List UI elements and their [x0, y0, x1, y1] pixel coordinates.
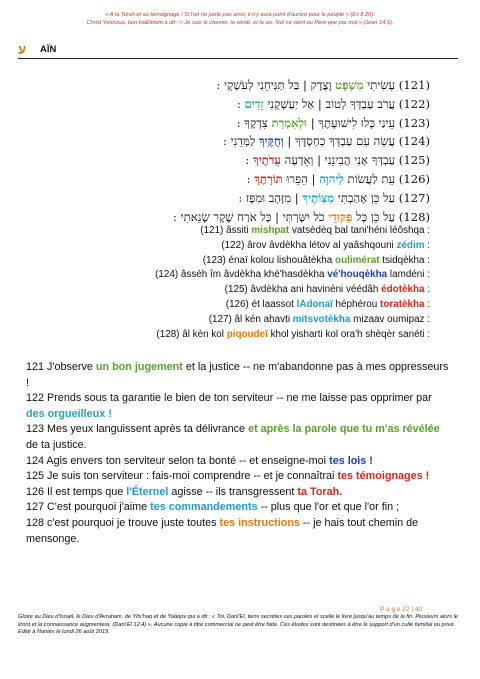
- section-title: [18, 44, 458, 59]
- section-name: AÏN: [40, 44, 57, 55]
- translit-line: (123) énaï kolou lishouâtèkha oulimérat tsidqèkha :: [202, 254, 430, 266]
- hebrew-line: (121) עָשִׂיתִי מִשְׁפָּט וָצֶדֶק | בַּל תַּנִּיחֵנִי לְעֹשְׁקָי :: [216, 78, 430, 92]
- translit-line: (122) ârov âvdèkha létov al yaâshqouni zédim :: [221, 239, 430, 251]
- verse-paragraph: 121 J'observe un bon jugement et la justice -- ne m'abandonne pas à mes oppresseurs !: [26, 361, 449, 389]
- french-translation: [26, 360, 450, 547]
- hebrew-line: (126) עֵת לַעֲשׂוֹת לַיהוָה | הֵפֵרוּ תּוֹרָתֶךָ :: [246, 171, 430, 186]
- translit-line: (128) âl kèn kol piqoudeï khol yisharti kol ora'h shèqèr sanéti :: [156, 328, 430, 340]
- footer-note: Gloire au Dieu d'Israël, le Dieu d'Avraham, de Yits'haq et de Yaâqov qui a dit : « Toi, Dani'El, tiens secrètes ces paroles et scelle le livre jusqu'au temps de la fin. Plusieurs alors le liront et la connaissance augmentera. (Dani'El 12.4) ». Aucune copie à titre commercial ne peut être faite. Ces études sont destinées à être le support d'un culte familial ou privé. Edité à Nantes le lundi 26 août 2019.: [18, 614, 458, 636]
- translit-line: (125) âvdèkha ani havinéni véédâh édotèkha :: [224, 284, 430, 296]
- verse-paragraph: 122 Prends sous ta garantie le bien de ton serviteur -- ne me laisse pas opprimer par des orgueilleux !: [26, 392, 432, 420]
- translit-line: (124) âsséh îm âvdèkha khé'hasdèkha vé'houqèkha lamdéni :: [155, 269, 430, 281]
- hebrew-line: (128) עַל כֵּן כָּל פִּקּוּדֵי כֹל יִשָּׁרְתִּי | כָּל אֹרַח שֶׁקֶר שָׂנֵאתִי :: [173, 209, 430, 224]
- verse-paragraph: 128 c'est pourquoi je trouve juste toutes tes instructions -- je hais tout chemin de mensonge.: [26, 516, 419, 545]
- hebrew-line: (124) עֲשֵׂה עִם עַבְדְּךָ כְחַסְדֶּךָ | וְחֻקֶּיךָ לַמְּדֵנִי :: [222, 134, 430, 149]
- verse-paragraph: 127 C'est pourquoi j'aime tes commandements -- plus que l'or et que l'or fin ;: [26, 501, 400, 514]
- translit-line: (127) âl kén ahavti mitsvotèkha mizaav oumipaz :: [208, 313, 430, 325]
- verse-paragraph: 124 Agis envers ton serviteur selon ta bonté -- et enseigne-moi tes lois !: [26, 454, 373, 467]
- hebrew-line: (122) עֲרֹב עַבְדְּךָ לְטוֹב | אַל יַעַשְׁקֻנִי זֵדִים :: [236, 96, 430, 111]
- translit-line: (121) âssiti mishpat vatsèdèq bal tani'héni léôshqa :: [200, 225, 430, 236]
- header-verse-1: « A la Torah et au témoignage ! Si l'on ne parle pas ainsi, il n'y aura point d'aurore pour le peuple » (Es 8.20).: [105, 12, 375, 18]
- hebrew-letter: ע: [18, 42, 27, 57]
- verse-paragraph: 123 Mes yeux languissent après ta délivrance et après la parole que tu m'as révélée de ta justice.: [26, 423, 440, 451]
- page-header: [16, 12, 464, 27]
- hebrew-line: (127) עַל כֵּן אָהַבְתִּי מִצְוֹתֶיךָ | מִזָּהָב וּמִפָּז :: [238, 190, 430, 205]
- header-verse-2: Christ Yéshoua, ben HaElohim a dit : « Je suis le chemin, la vérité, et la vie. Nul ne vient au Père que par moi » (Jean 14.6).: [86, 19, 394, 26]
- verse-paragraph: 126 Il est temps que l'Éternel agisse -- ils transgressent ta Torah.: [26, 485, 343, 498]
- hebrew-text: [100, 76, 430, 226]
- page-number: P a g e 22 | 40: [380, 606, 423, 613]
- verse-paragraph: 125 Je suis ton serviteur : fais-moi comprendre -- et je connaîtrai tes témoignages !: [26, 470, 430, 483]
- translit-line: (126) ét laassot lAdonaï héphérou toratèkha :: [225, 298, 430, 310]
- hebrew-line: (123) עֵינַי כָּלוּ לִישׁוּעָתֶךָ | וּלְאִמְרַת צִדְקֶךָ :: [236, 115, 430, 130]
- hebrew-line: (125) עַבְדְּךָ אָנִי הֲבִינֵנִי | וְאֵדְעָה עֵדֹתֶיךָ :: [245, 153, 430, 168]
- transliteration: [100, 224, 430, 342]
